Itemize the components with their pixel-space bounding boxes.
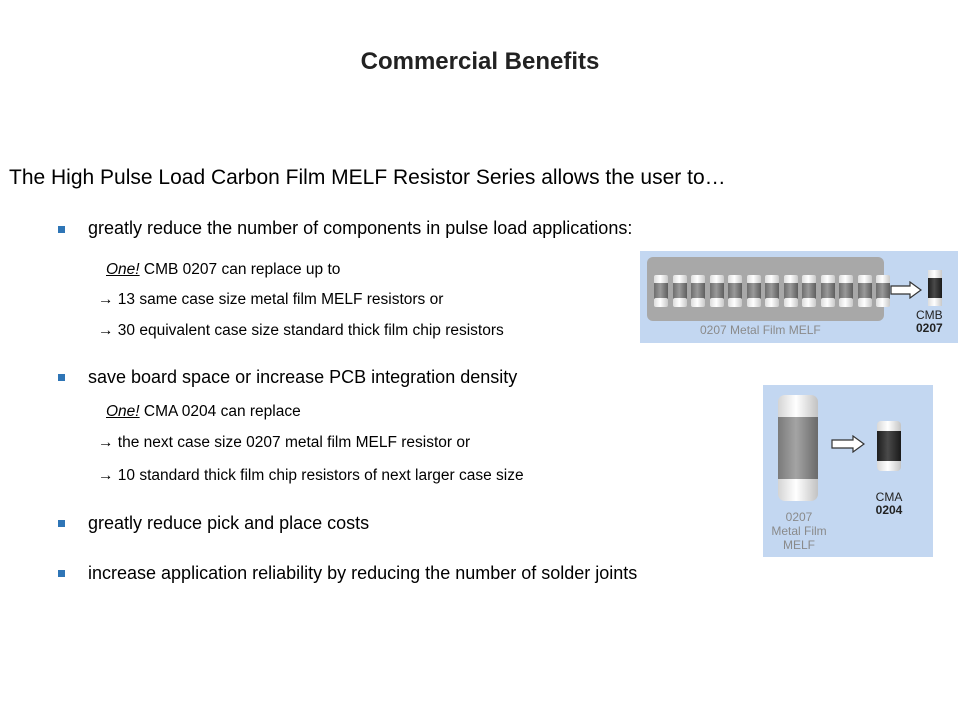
emphasis-one: One! — [106, 403, 140, 420]
cma-label-line1: CMA — [875, 490, 903, 504]
melf-label-line3: MELF — [782, 538, 815, 552]
bullet-2-text: save board space or increase PCB integration density — [88, 367, 518, 387]
arrow-icon — [890, 281, 922, 304]
melf-resistor-icon — [710, 275, 724, 307]
bullet-4-text: increase application reliability by reducing the number of solder joints — [88, 563, 638, 583]
melf-resistor-icon — [654, 275, 668, 307]
melf-label-line1: 0207 — [785, 510, 813, 524]
bullet-marker-4 — [58, 570, 65, 577]
bullet-2-lead — [106, 403, 301, 421]
bullet-marker-1 — [58, 226, 65, 233]
cmb-label-line1: CMB — [916, 308, 943, 322]
bullet-1-text: greatly reduce the number of components in pulse load applications: — [88, 218, 633, 238]
cma-resistor-icon — [877, 421, 901, 471]
bullet-1-lead — [106, 261, 340, 279]
melf-0207-icon — [778, 395, 818, 501]
arrow-icon — [831, 435, 865, 458]
bullet-marker-3 — [58, 520, 65, 527]
cmb-label-line2: 0207 — [916, 321, 943, 335]
bullet-1-line-1: → 13 same case size metal film MELF resistors or — [98, 291, 444, 308]
melf-resistor-icon — [858, 275, 872, 307]
melf-resistor-icon — [802, 275, 816, 307]
bullet-1-line-2: → 30 equivalent case size standard thick film chip resistors — [98, 322, 504, 339]
figure-cmb-panel — [640, 251, 958, 343]
melf-label-line2: Metal Film — [771, 524, 827, 538]
melf-0207-label — [763, 510, 835, 552]
melf-resistor-icon — [821, 275, 835, 307]
cma-label-line2: 0204 — [875, 503, 903, 517]
emphasis-one: One! — [106, 261, 140, 278]
figure-cma-panel — [763, 385, 933, 557]
cma-label — [867, 491, 911, 517]
cmb-label — [916, 309, 943, 335]
melf-resistor-icon — [728, 275, 742, 307]
bullet-3-text: greatly reduce pick and place costs — [88, 513, 370, 533]
melf-resistor-icon — [673, 275, 687, 307]
melf-resistor-icon — [839, 275, 853, 307]
slide-title: Commercial Benefits — [360, 48, 600, 75]
melf-resistor-icon — [747, 275, 761, 307]
bullet-marker-2 — [58, 374, 65, 381]
bullet-2-line-1: → the next case size 0207 metal film MELF resistor or — [98, 434, 471, 451]
lead-text: CMA 0204 can replace — [139, 403, 301, 420]
melf-resistor-icon — [876, 275, 890, 307]
bullet-2-line-2: → 10 standard thick film chip resistors of next larger case size — [98, 467, 524, 484]
melf-resistor-icon — [765, 275, 779, 307]
metal-film-board — [647, 257, 884, 321]
cmb-resistor-icon — [928, 270, 942, 306]
board-label: 0207 Metal Film MELF — [700, 323, 821, 337]
melf-resistor-icon — [784, 275, 798, 307]
melf-resistor-icon — [691, 275, 705, 307]
intro-text: The High Pulse Load Carbon Film MELF Resistor Series allows the user to… — [9, 166, 726, 189]
lead-text: CMB 0207 can replace up to — [139, 261, 341, 278]
